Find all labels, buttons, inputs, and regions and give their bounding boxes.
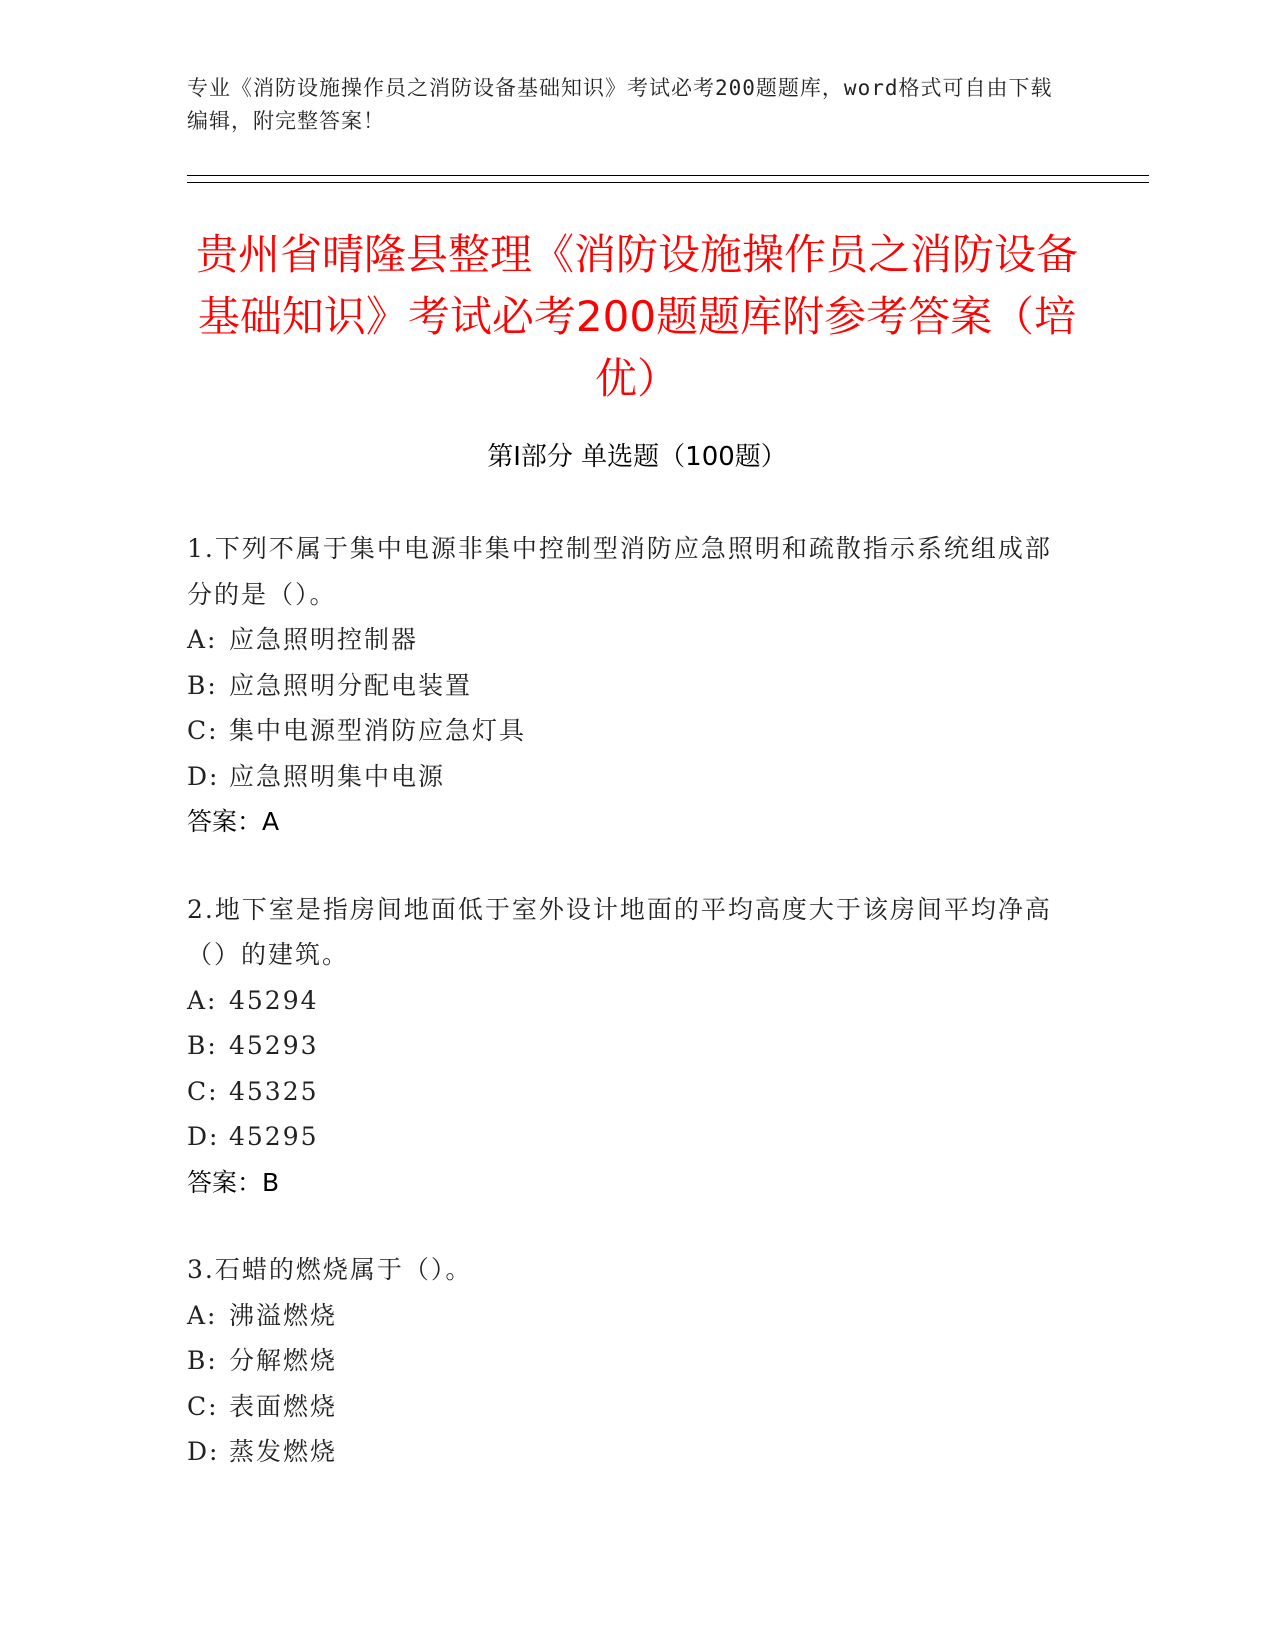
option-letter: C:	[187, 1076, 219, 1106]
option-letter: A:	[187, 625, 218, 654]
question-text: 3.石蜡的燃烧属于（）。	[187, 1255, 473, 1284]
option-a	[187, 617, 1067, 663]
question-3	[187, 1247, 1067, 1475]
option-a	[187, 1293, 1067, 1339]
question-text: 1.下列不属于集中电源非集中控制型消防应急照明和疏散指示系统组成部分的是（）。	[187, 534, 1052, 609]
header-divider-top	[187, 175, 1149, 176]
option-text: 45295	[229, 1122, 319, 1151]
option-text: 集中电源型消防应急灯具	[229, 716, 527, 745]
option-text: 蒸发燃烧	[229, 1437, 338, 1466]
option-text: 45294	[229, 985, 319, 1015]
option-letter: A:	[187, 1300, 218, 1330]
option-b	[187, 663, 1067, 709]
option-letter: D:	[187, 1122, 220, 1151]
question-list	[187, 526, 1067, 1517]
option-c	[187, 708, 1067, 754]
option-text: 沸溢燃烧	[229, 1300, 338, 1330]
header-note: 专业《消防设施操作员之消防设备基础知识》考试必考200题题库，word格式可自由下载编辑，附完整答案！	[187, 76, 1053, 133]
question-text: 2.地下室是指房间地面低于室外设计地面的平均高度大于该房间平均净高（）的建筑。	[187, 894, 1052, 969]
option-letter: A:	[187, 985, 218, 1015]
option-b	[187, 1023, 1067, 1069]
option-c	[187, 1069, 1067, 1115]
question-1	[187, 526, 1067, 845]
option-letter: C:	[187, 1391, 219, 1421]
option-letter: B:	[187, 670, 218, 700]
answer-line: 答案：A	[187, 807, 280, 836]
option-d	[187, 754, 1067, 800]
option-text: 分解燃烧	[229, 1346, 338, 1375]
option-letter: B:	[187, 1031, 218, 1060]
section-heading: 第Ⅰ部分 单选题（100题）	[487, 442, 787, 472]
question-2	[187, 887, 1067, 1206]
option-text: 45325	[229, 1076, 319, 1106]
option-a	[187, 978, 1067, 1024]
option-text: 应急照明集中电源	[229, 761, 446, 791]
option-text: 45293	[229, 1031, 319, 1060]
option-letter: D:	[187, 1437, 220, 1466]
option-letter: D:	[187, 761, 220, 791]
option-text: 应急照明控制器	[229, 625, 419, 654]
option-c	[187, 1384, 1067, 1430]
option-d	[187, 1429, 1067, 1475]
document-title: 贵州省晴隆县整理《消防设施操作员之消防设备基础知识》考试必考200题题库附参考答案（培优）	[195, 230, 1078, 403]
answer-line: 答案：B	[187, 1167, 280, 1197]
option-text: 表面燃烧	[229, 1391, 338, 1421]
option-letter: B:	[187, 1346, 218, 1375]
header-divider-bottom	[187, 182, 1149, 183]
option-letter: C:	[187, 716, 219, 745]
option-d	[187, 1114, 1067, 1160]
option-b	[187, 1338, 1067, 1384]
option-text: 应急照明分配电装置	[229, 670, 473, 700]
